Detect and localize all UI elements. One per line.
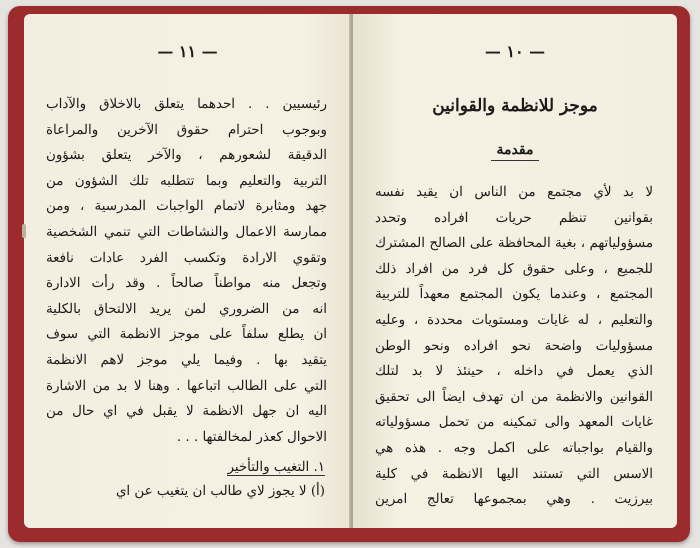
text-line: المجتمع ، وعندما يكون المجتمع معهداً للتربية [375, 287, 653, 303]
text-line: الاسس التي تستند اليها الانظمة في كلية [375, 466, 653, 482]
text-line: مسؤوليات واضحة نحو افراده ونحو الوطن [375, 338, 653, 354]
text-line: والقيام بواجباته على اكمل وجه . هذه هي [375, 440, 653, 456]
binding-pin [22, 224, 26, 238]
text-line: وبوجوب احترام حقوق الآخرين والمراعاة [46, 122, 327, 138]
text-line: التربية والتعليم وبما تتطلبه تلك الشؤون من [46, 173, 327, 189]
text-line: التي على الطالب اتباعها . وهنا لا بد من الاشارة [46, 378, 327, 394]
left-page-body [46, 92, 327, 450]
text-line: لا بد لأي مجتمع من الناس ان يقيد نفسه [375, 185, 653, 200]
text-line: اليه ان جهل الانظمة لا يقبل في اي حال من [46, 404, 327, 420]
text-line: مسؤولياتهم ، بغية المحافظة على الصالح المشترك [375, 236, 653, 252]
page-number-11: — ١١ — [157, 42, 218, 61]
section-absence [46, 456, 325, 504]
page-title: موجز للانظمة والقوانين [432, 96, 598, 116]
text-line: والتعليم ، له غايات ومستويات محددة ، وعليه [375, 312, 653, 328]
text-line: القوانين والانظمة من ان تهدف ايضاً الى تحقيق [375, 389, 653, 405]
text-line: بقوانين تنظم حريات افراده وتحدد [375, 210, 653, 226]
section-heading: ١. التغيب والتأخير [227, 460, 325, 475]
right-page [353, 14, 677, 528]
text-line: انه من الضروري لمن يريد الالتحاق بالكلية [46, 301, 327, 317]
left-page [24, 14, 351, 528]
text-line: ان يطلع سلفاً على موجز الانظمة التي سوف [46, 327, 327, 343]
text-line: للجميع ، وعلى حقوق كل فرد من افراد ذلك [375, 261, 653, 277]
text-line: جهد ومثابرة لاتمام الواجبات المدرسية ، ومن [46, 199, 327, 215]
text-line: الاحوال كعذر لمخالفتها . . . [176, 429, 327, 445]
text-line: ممارسة الاعمال والنشاطات التي تنمي الشخصية [46, 224, 327, 240]
right-page-body [375, 180, 653, 513]
text-line: الذي يعمل في داخله ، حينئذ لا بد لتلك [375, 364, 653, 380]
text-line: رئيسيين . . احدهما يتعلق بالاخلاق والآداب [46, 97, 327, 112]
text-line: وتقوي الارادة وتكسب الفرد عادات نافعة [46, 250, 327, 266]
text-line: يتقيد بها . وفيما يلي موجز لاهم الانظمة [46, 352, 327, 368]
text-line: الدقيقة لشعورهم ، والآخر يتعلق بشؤون [46, 148, 327, 164]
section-subtitle: مقدمة [353, 142, 677, 158]
text-line: وتجعل منه مواطناً صالحاً . وقد رأت الادارة [46, 276, 327, 292]
text-line: غايات المعهد والى تمكينه من تحمل مسؤولياته [375, 415, 653, 431]
page-number-10: — ١٠ — [484, 42, 546, 61]
text-line: بيرزيت . وهي بمجموعها تعالج امرين [375, 492, 653, 508]
section-item-a: (أ) لا يجوز لاي طالب ان يتغيب عن اي [115, 484, 325, 499]
